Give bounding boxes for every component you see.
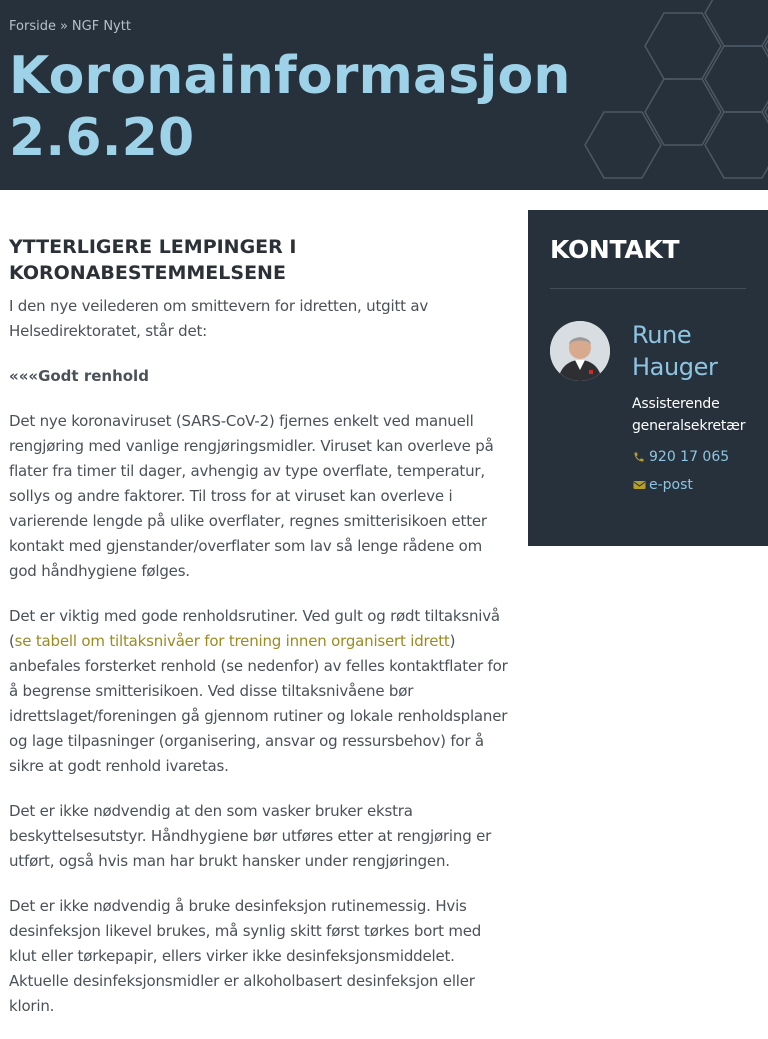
article-heading: YTTERLIGERE LEMPINGER I KORONABESTEMMELSENE <box>9 236 297 284</box>
breadcrumb <box>9 19 131 34</box>
article-paragraph-4: Det er ikke nødvendig å bruke desinfeksjon rutinemessig. Hvis desinfeksjon likevel brukes, må synlig skitt først tørkes bort med klut eller tørkepapir, ellers virker ikke desinfeksjonsmiddelet. Aktuelle desinfeksjonsmidler er alkoholbasert desinfeksjon eller klorin. <box>9 897 482 1015</box>
contact-role: Assisterende generalsekretær <box>632 396 746 434</box>
tiltaksnivaer-table-link[interactable]: se tabell om tiltaksnivåer for trening innen organisert idrett <box>14 632 450 650</box>
contact-divider <box>550 288 746 289</box>
article-intro: I den nye veilederen om smittevern for idretten, utgitt av Helsedirektoratet, står det: <box>9 297 429 340</box>
article-paragraph-3: Det er ikke nødvendig at den som vasker bruker ekstra beskyttelsesutstyr. Håndhygiene bør utføres etter at rengjøring er utført, også hvis man har brukt hansker under rengjøringen. <box>9 802 492 870</box>
phone-icon <box>632 450 646 464</box>
contact-phone-link[interactable] <box>632 449 752 465</box>
contact-info <box>632 319 752 493</box>
article-paragraph-1: Det nye koronaviruset (SARS-CoV-2) fjernes enkelt ved manuell rengjøring med vanlige rengjøringsmidler. Viruset kan overleve på flater fra timer til dager, avhengig av type overflate, temperatur, sollys og andre faktorer. Til tross for at viruset kan overleve i varierende lengde på ulike overflater, regnes smitterisikoen etter kontakt med gjenstander/overflater som lav så lenge rådene om god håndhygiene følges. <box>9 412 494 580</box>
paragraph-2-text-before: Det er viktig med gode renholdsrutiner. Ved gult og rødt tiltaksnivå ( <box>9 607 500 650</box>
page-header <box>0 0 768 190</box>
page-title: Koronainformasjon 2.6.20 <box>9 46 571 168</box>
contact-email-link[interactable] <box>632 477 752 493</box>
paragraph-2-text-after: ) anbefales forsterket renhold (se nedenfor) av felles kontaktflater for å begrense smitterisikoen. Ved disse tiltaksnivåene bør idrettslaget/foreningen gå gjennom rutiner og lokale renholdsplaner og lage tilpasninger (organisering, ansvar og ressursbehov) for å sikre at godt renhold ivaretas. <box>9 632 508 775</box>
contact-name: Rune Hauger <box>632 321 718 381</box>
breadcrumb-current-link[interactable]: NGF Nytt <box>71 19 131 34</box>
article-content <box>9 234 511 1039</box>
contact-email-label: e-post <box>649 477 693 493</box>
envelope-icon <box>632 478 646 492</box>
contact-person <box>550 319 746 539</box>
contact-phone-number: 920 17 065 <box>649 449 730 465</box>
article-paragraph-2 <box>9 604 511 779</box>
avatar <box>550 321 610 381</box>
article-subheading: «««Godt renhold <box>9 367 149 385</box>
contact-card <box>528 210 768 546</box>
breadcrumb-home-link[interactable]: Forside <box>9 19 56 34</box>
contact-title: KONTAKT <box>550 235 680 264</box>
breadcrumb-separator: » <box>59 19 68 34</box>
